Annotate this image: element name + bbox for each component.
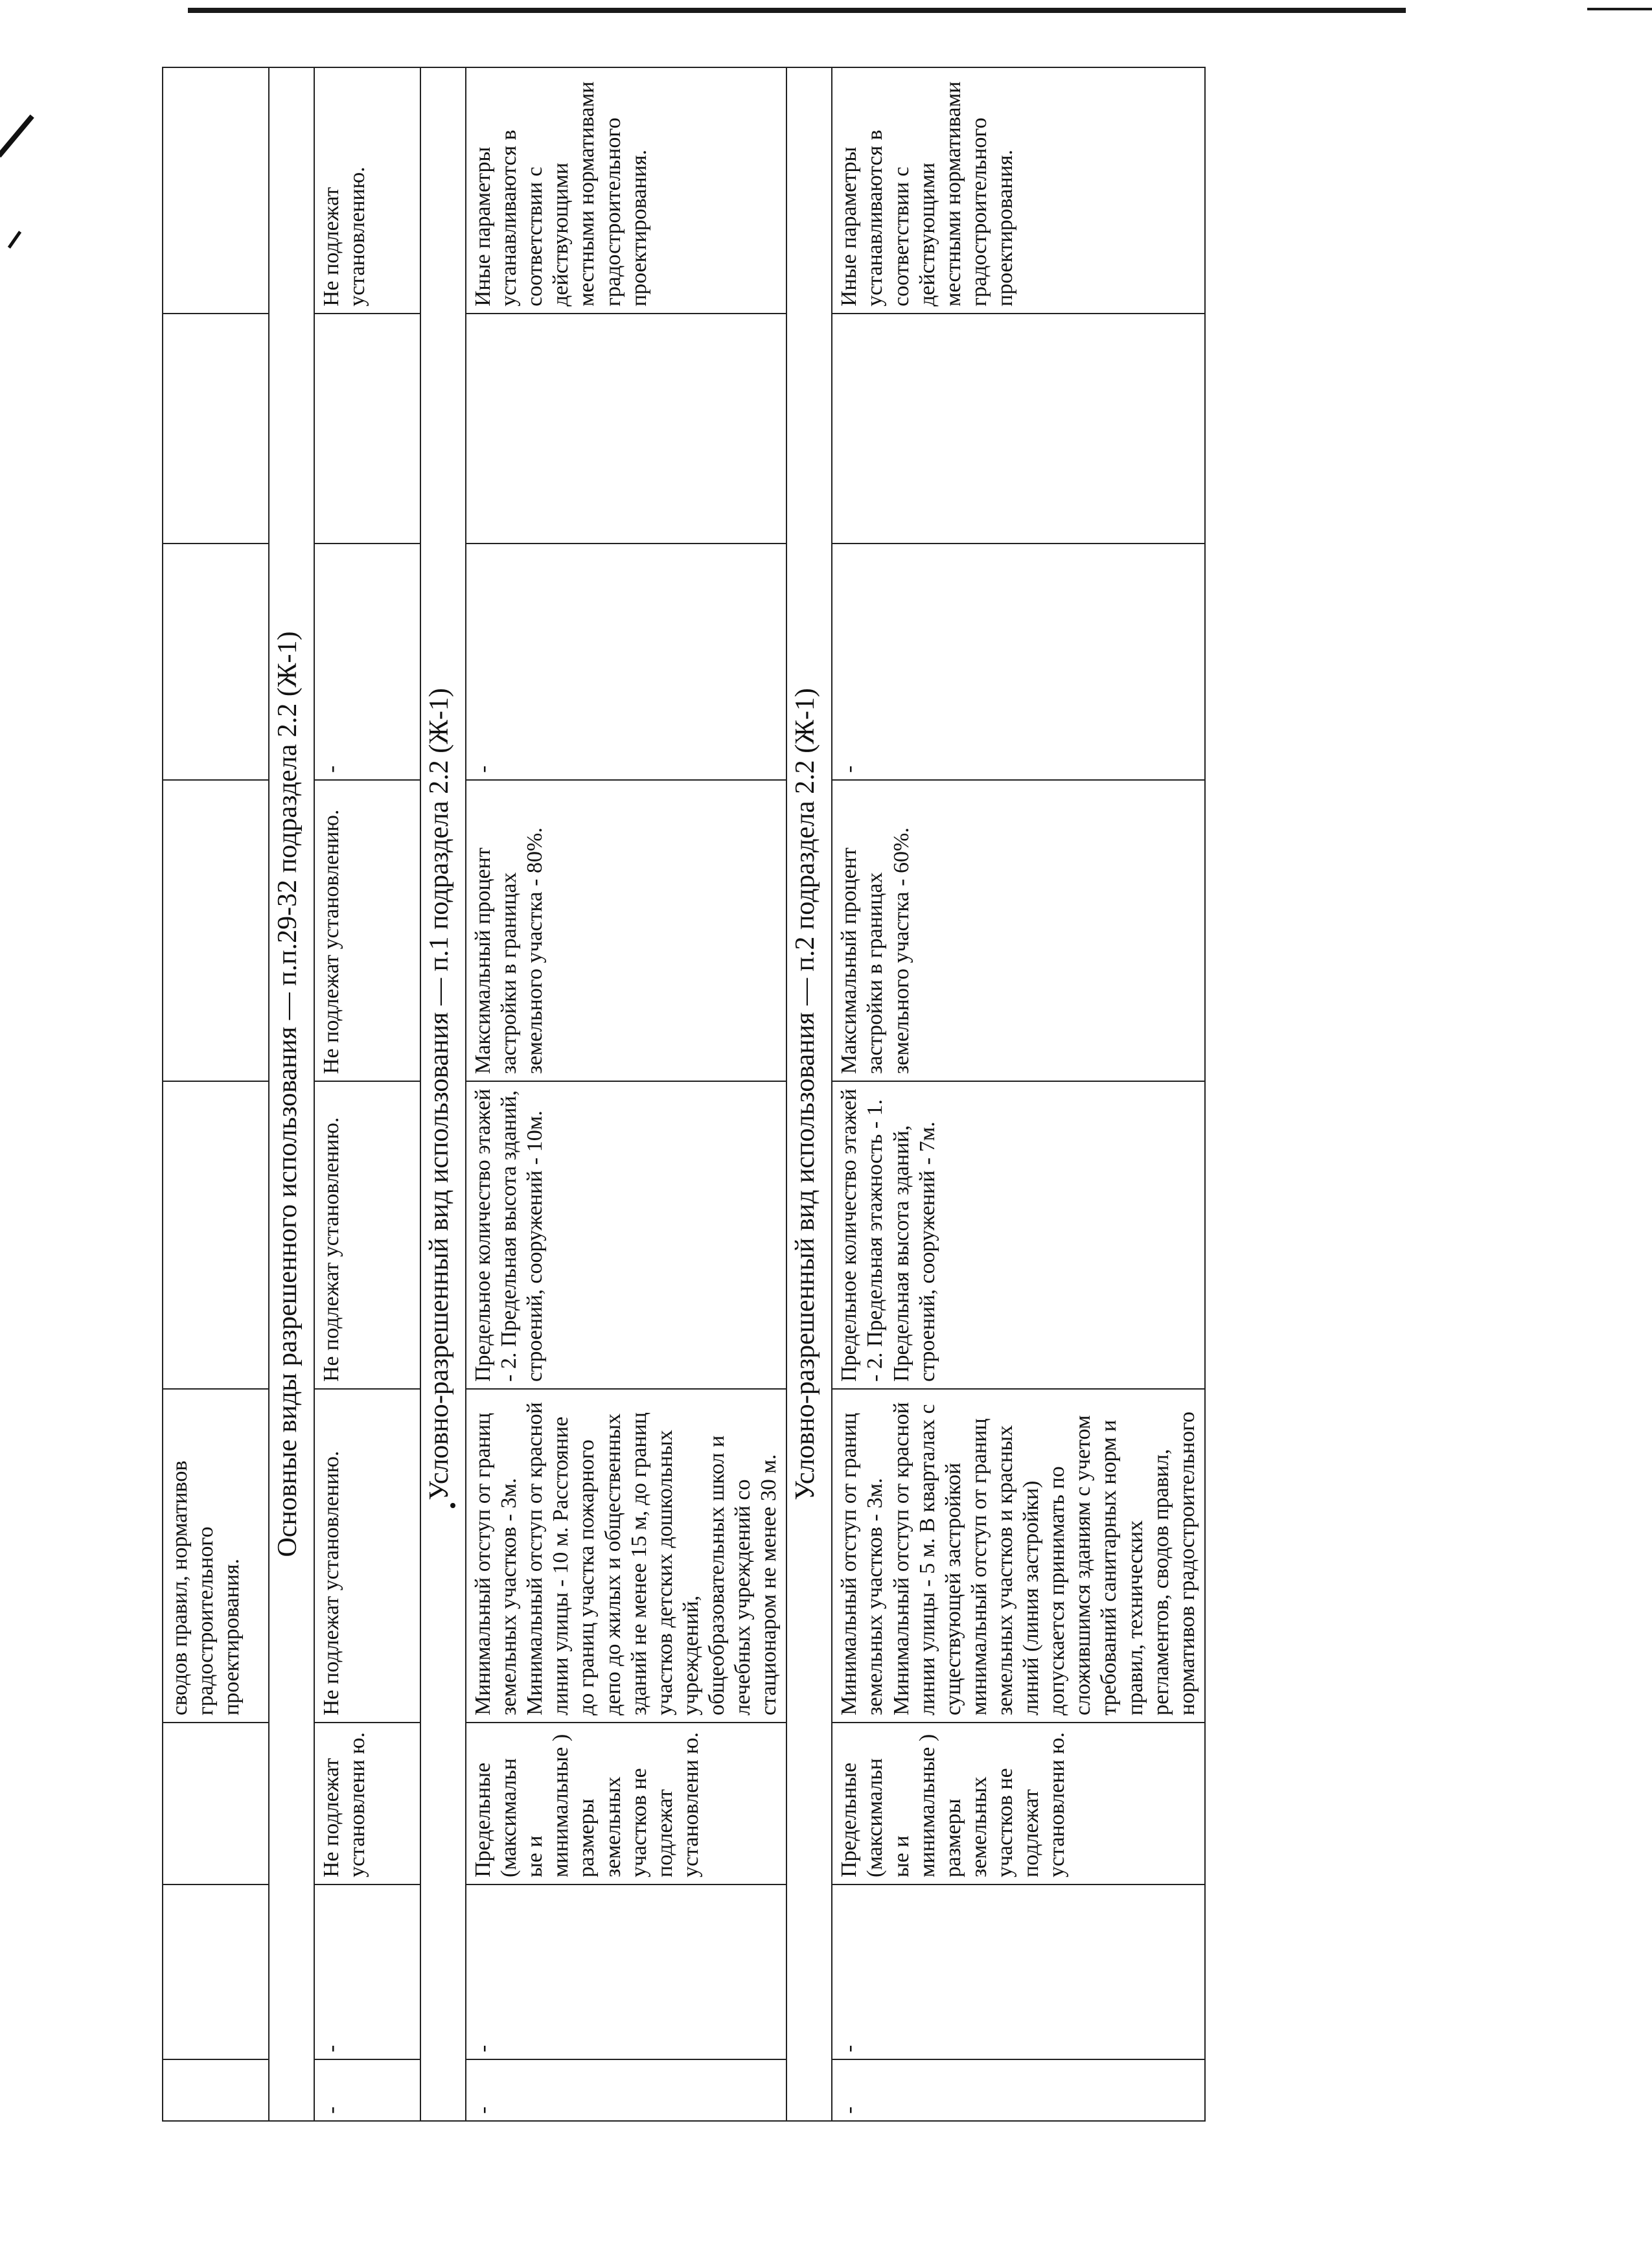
cell-col7 [466, 314, 786, 544]
section-title: Условно-разрешенный вид использования — п.2 подраздела 2.2 (Ж-1) [786, 67, 832, 2121]
cell-setback: Минимальный отступ от границ земельных участков - 3м. Минимальный отступ от красной линии улицы - 10 м. Расстояние до границ участка пожарного депо до жилых и общественных зданий не менее 15 м, до границ участков детских дошкольных учреждений, общеобразовательных школ и лечебных учреждений со стационаром не менее 30 м. [466, 1389, 786, 1723]
cell-height: Не подлежат установлению. [314, 1081, 420, 1389]
cell-height: Предельное количество этажей - 2. Предельная этажность - 1. Предельная высота зданий, строений, сооружений - 7м. [832, 1081, 1205, 1389]
cell-col1: - [466, 1884, 786, 2059]
cell-plot-size: Предельные (максимальн ые и минимальные ) размеры земельных участков не подлежат установлени ю. [832, 1723, 1205, 1884]
cell-col6: - [314, 544, 420, 780]
cell-other-params: Иные параметры устанавливаются в соответствии с действующими местными нормативами градостроительного проектирования. [832, 67, 1205, 314]
cell-col1: - [314, 1884, 420, 2059]
table-row [314, 67, 420, 2121]
table-row [466, 67, 786, 2121]
table-row [832, 67, 1205, 2121]
cell-col8 [163, 67, 269, 314]
cell-coverage: Максимальный процент застройки в границах земельного участка - 60%. [832, 780, 1205, 1081]
cell-col1: - [832, 1884, 1205, 2059]
cell-other-params: Не подлежат установлению. [314, 67, 420, 314]
section-header-row [420, 67, 466, 2121]
cell-col7 [314, 314, 420, 544]
cell-col4 [163, 1081, 269, 1389]
cell-col0: - [832, 2059, 1205, 2121]
cell-plot-size: Не подлежат установлени ю. [314, 1723, 420, 1884]
cell-col5 [163, 780, 269, 1081]
scan-top-rule [188, 8, 1406, 13]
rotated-document-sheet [162, 81, 1458, 2122]
cell-col6 [163, 544, 269, 780]
cell-col3-continued-text: сводов правил, нормативов градостроительного проектирования. [163, 1389, 269, 1723]
cell-col2 [163, 1723, 269, 1884]
cell-setback: Минимальный отступ от границ земельных участков - 3м. Минимальный отступ от красной линии улицы - 5 м. В кварталах с существующей застройкой минимальный отступ от границ земельных участков и красных линий (линия застройки) допускается принимать по сложившимся зданиям с учетом требований санитарных норм и правил, технических регламентов, сводов правил, нормативов градостроительного [832, 1389, 1205, 1723]
cell-col7 [163, 314, 269, 544]
cell-other-params: Иные параметры устанавливаются в соответствии с действующими местными нормативами градостроительного проектирования. [466, 67, 786, 314]
section-title: Условно-разрешенный вид использования — п.1 подраздела 2.2 (Ж-1) [420, 67, 466, 2121]
scan-pen-mark-small [8, 231, 21, 248]
section-header-row [269, 67, 314, 2121]
cell-col7 [832, 314, 1205, 544]
scan-top-rule-right [1587, 8, 1652, 10]
cell-col6: - [832, 544, 1205, 780]
cell-col0 [163, 2059, 269, 2121]
cell-height: Предельное количество этажей - 2. Предельная высота зданий, строений, сооружений - 10м. [466, 1081, 786, 1389]
cell-col0: - [314, 2059, 420, 2121]
table-row-continued [163, 67, 269, 2121]
cell-col1 [163, 1884, 269, 2059]
section-title: Основные виды разрешенного использования — п.п.29-32 подраздела 2.2 (Ж-1) [269, 67, 314, 2121]
section-header-row [786, 67, 832, 2121]
cell-coverage: Максимальный процент застройки в границах земельного участка - 80%. [466, 780, 786, 1081]
scan-pen-mark [0, 115, 34, 157]
cell-col6: - [466, 544, 786, 780]
cell-plot-size: Предельные (максимальн ые и минимальные ) размеры земельных участков не подлежат установлени ю. [466, 1723, 786, 1884]
zoning-parameters-table [162, 67, 1206, 2122]
cell-col0: - [466, 2059, 786, 2121]
cell-coverage: Не подлежат установлению. [314, 780, 420, 1081]
cell-setback: Не подлежат установлению. [314, 1389, 420, 1723]
